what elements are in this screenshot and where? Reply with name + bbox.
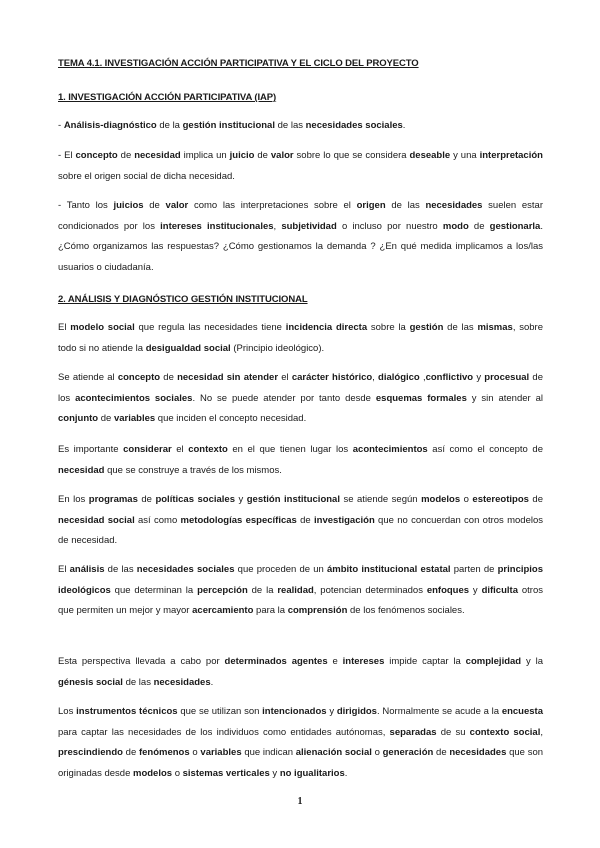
text-run: y [326, 706, 337, 717]
text-run: y la [521, 656, 543, 667]
text-run: sobre el origen social de dicha necesidad. [58, 170, 235, 182]
text-run: El [58, 564, 70, 575]
bold-text: desigualdad social [145, 342, 231, 354]
text-run: que indican [241, 747, 296, 758]
text-run: . [210, 676, 214, 688]
text-run: otros que permiten un mejor y mayor [58, 584, 543, 616]
text-run: para captar las necesidades de los individuos como entidades autónomas, [58, 726, 390, 738]
text-run: como las interpretaciones sobre el [188, 200, 357, 211]
bold-text: procesual [484, 372, 530, 383]
bold-text: valor [270, 150, 294, 161]
bold-text: comprensión [287, 605, 348, 616]
text-run: que son originadas desde [58, 747, 544, 779]
bold-text: políticas sociales [155, 494, 235, 505]
text-run: , [273, 220, 282, 232]
text-run: y una [450, 150, 480, 161]
document-title: TEMA 4.1. INVESTIGACIÓN ACCIÓN PARTICIPATIVA Y EL CICLO DEL PROYECTO [58, 58, 419, 69]
bold-text: sistemas verticales [182, 767, 270, 779]
bold-text: generación [382, 747, 434, 758]
text-run: de la [156, 120, 183, 131]
text-run: de los fenómenos sociales. [347, 605, 465, 616]
text-run: suelen estar condicionados por los [58, 200, 543, 232]
section-1-paragraph-3 [58, 196, 543, 278]
text-run: se atiende según [339, 494, 422, 505]
bold-text: contexto [188, 444, 228, 455]
section-2-paragraph-4 [58, 490, 543, 552]
bold-text: necesidades [153, 676, 211, 688]
bold-text: acontecimientos [352, 444, 428, 455]
text-run: o [460, 494, 473, 505]
bold-text: gestión [409, 322, 444, 333]
bold-text: considerar [123, 444, 172, 455]
text-run: y sin atender al [466, 392, 543, 404]
text-run: de [433, 747, 450, 758]
bold-text: fenómenos [138, 747, 190, 758]
text-run: , [372, 372, 379, 383]
bold-text: prescindiendo [58, 747, 123, 758]
text-run: de [143, 200, 166, 211]
text-run: El [58, 322, 71, 333]
bold-text: conjunto [58, 413, 99, 424]
bold-text: metodologías específicas [180, 514, 297, 526]
text-run: de [117, 150, 135, 161]
text-run: de [122, 747, 139, 758]
bold-text: gestión institucional [182, 120, 275, 131]
text-run: de las [385, 200, 426, 211]
text-run: Esta perspectiva llevada a cabo por [58, 656, 225, 667]
bold-text: intereses [342, 656, 385, 667]
bold-text: conflictivo [425, 372, 474, 383]
bold-text: encuesta [501, 706, 543, 717]
bold-text: análisis [69, 564, 105, 575]
text-run: de los [58, 372, 543, 404]
bold-text: intereses institucionales [160, 220, 274, 232]
section-2-heading: 2. ANÁLISIS Y DIAGNÓSTICO GESTIÓN INSTITUCIONAL [58, 294, 308, 305]
text-run: y [235, 494, 247, 505]
text-run: Se atiende al [58, 372, 118, 383]
text-run: de [137, 494, 156, 505]
page-number: 1 [297, 796, 303, 807]
bold-text: Análisis-diagnóstico [63, 120, 157, 131]
text-run: y [469, 584, 482, 596]
bold-text: necesidades [425, 200, 483, 211]
bold-text: alienación social [295, 747, 372, 758]
bold-text: modelos [421, 494, 461, 505]
bold-text: variables [113, 413, 156, 424]
bold-text: incidencia directa [285, 322, 368, 333]
text-run: así como [134, 514, 181, 526]
bold-text: carácter histórico [291, 372, 373, 383]
text-run: el [171, 444, 189, 455]
text-run: - Tanto los [58, 200, 114, 211]
text-run: . ¿Cómo organizamos las respuestas? ¿Cómo gestionamos la demanda ? ¿En qué medida implicamos a los/las usuarios o ciudadanía. [58, 220, 543, 273]
text-run: y [473, 372, 485, 383]
text-run: que determinan la [110, 584, 198, 596]
bold-text: necesidad [58, 464, 105, 476]
text-run: el [278, 372, 292, 383]
section-2-paragraph-7 [58, 702, 543, 784]
text-run: - [58, 120, 64, 131]
bold-text: separadas [389, 726, 437, 738]
bold-text: dialógico [378, 372, 420, 383]
bold-text: valor [165, 200, 189, 211]
text-run: , [419, 372, 426, 383]
bold-text: contexto social [469, 726, 541, 738]
bold-text: necesidad social [58, 514, 135, 526]
bold-text: necesidades sociales [136, 564, 235, 575]
text-run: de su [436, 726, 470, 738]
section-2-paragraph-6 [58, 652, 543, 693]
bold-text: modelos [133, 767, 173, 779]
text-run: . No se puede atender por tanto desde [192, 392, 376, 404]
section-2-paragraph-2 [58, 368, 543, 430]
text-run: , potencian determinados [313, 584, 427, 596]
text-run: de [160, 372, 178, 383]
text-run: de las [122, 676, 154, 688]
text-run: así como el concepto de [427, 444, 543, 455]
bold-text: gestión institucional [246, 494, 340, 505]
bold-text: subjetividad [281, 220, 337, 232]
text-run: que regula las necesidades tiene [134, 322, 286, 333]
text-run: de la [247, 584, 278, 596]
text-run: sobre lo que se considera [293, 150, 410, 161]
bold-text: ámbito institucional estatal [327, 564, 451, 575]
bold-text: intencionados [262, 706, 327, 717]
text-run: (Principio ideológico). [230, 342, 325, 354]
text-run: . Normalmente se acude a la [376, 706, 502, 717]
bold-text: estereotipos [472, 494, 529, 505]
bold-text: complejidad [465, 656, 522, 667]
bold-text: necesidad sin atender [177, 372, 279, 383]
bold-text: enfoques [426, 584, 470, 596]
bold-text: variables [200, 747, 242, 758]
text-run: o incluso por nuestro [336, 220, 443, 232]
bold-text: percepción [197, 584, 248, 596]
section-1-heading: 1. INVESTIGACIÓN ACCIÓN PARTICIPATIVA (IAP) [58, 92, 277, 103]
section-2-paragraph-1 [58, 318, 543, 359]
text-run: que inciden el concepto necesidad. [155, 413, 307, 424]
text-run: de [296, 514, 315, 526]
bold-text: origen [356, 200, 386, 211]
bold-text: concepto [75, 150, 118, 161]
bold-text: necesidades [449, 747, 507, 758]
text-run: y [269, 767, 280, 779]
bold-text: interpretación [479, 150, 543, 161]
bold-text: gestionarla [489, 220, 541, 232]
bold-text: mismas [477, 322, 513, 333]
bold-text: juicios [113, 200, 144, 211]
text-run: , [540, 726, 543, 738]
section-2-paragraph-5 [58, 560, 543, 622]
text-run: En los [58, 494, 89, 505]
text-run: o [189, 747, 201, 758]
section-1-paragraph-1 [58, 116, 543, 137]
text-run: de las [274, 120, 306, 131]
section-2-paragraph-3 [58, 440, 543, 481]
text-run: sobre la [367, 322, 410, 333]
bold-text: dificulta [481, 584, 518, 596]
bold-text: génesis social [58, 676, 123, 688]
bold-text: acercamiento [192, 605, 254, 616]
text-run: que se construye a través de los mismos. [104, 464, 282, 476]
text-run: impide captar la [384, 656, 466, 667]
text-run: o [371, 747, 383, 758]
text-run: que proceden de un [234, 564, 327, 575]
text-run: - El [58, 150, 76, 161]
bold-text: realidad [277, 584, 314, 596]
text-run: de [98, 413, 114, 424]
bold-text: necesidades sociales [305, 120, 403, 131]
text-run: e [327, 656, 343, 667]
text-run: que se utilizan son [177, 706, 263, 717]
bold-text: modo [442, 220, 469, 232]
text-run: Los [58, 706, 77, 717]
bold-text: investigación [314, 514, 375, 526]
bold-text: juicio [229, 150, 255, 161]
bold-text: dirigidos [336, 706, 377, 717]
text-run: de las [443, 322, 478, 333]
bold-text: deseable [409, 150, 451, 161]
text-run: . [402, 120, 406, 131]
text-run: para la [253, 605, 288, 616]
bold-text: no igualitarios [279, 767, 345, 779]
bold-text: principios ideológicos [58, 564, 544, 596]
text-run: de [254, 150, 271, 161]
bold-text: determinados agentes [224, 656, 328, 667]
text-run: de las [104, 564, 137, 575]
bold-text: programas [88, 494, 138, 505]
bold-text: concepto [117, 372, 161, 383]
text-run: implica un [180, 150, 230, 161]
text-run: , sobre todo si no atiende la [58, 322, 544, 354]
text-run: de [468, 220, 490, 232]
text-run: Es importante [58, 444, 124, 455]
text-run: . [344, 767, 348, 779]
section-1-paragraph-2 [58, 146, 543, 187]
text-run: o [172, 767, 183, 779]
text-run: que no concuerdan con otros modelos de necesidad. [58, 514, 543, 546]
bold-text: necesidad [134, 150, 181, 161]
bold-text: instrumentos técnicos [76, 706, 178, 717]
text-run: parten de [450, 564, 498, 575]
bold-text: acontecimientos sociales [75, 392, 193, 404]
bold-text: modelo social [70, 322, 135, 333]
text-run: en el que tienen lugar los [227, 444, 353, 455]
bold-text: esquemas formales [375, 392, 467, 404]
text-run: de [528, 494, 543, 505]
